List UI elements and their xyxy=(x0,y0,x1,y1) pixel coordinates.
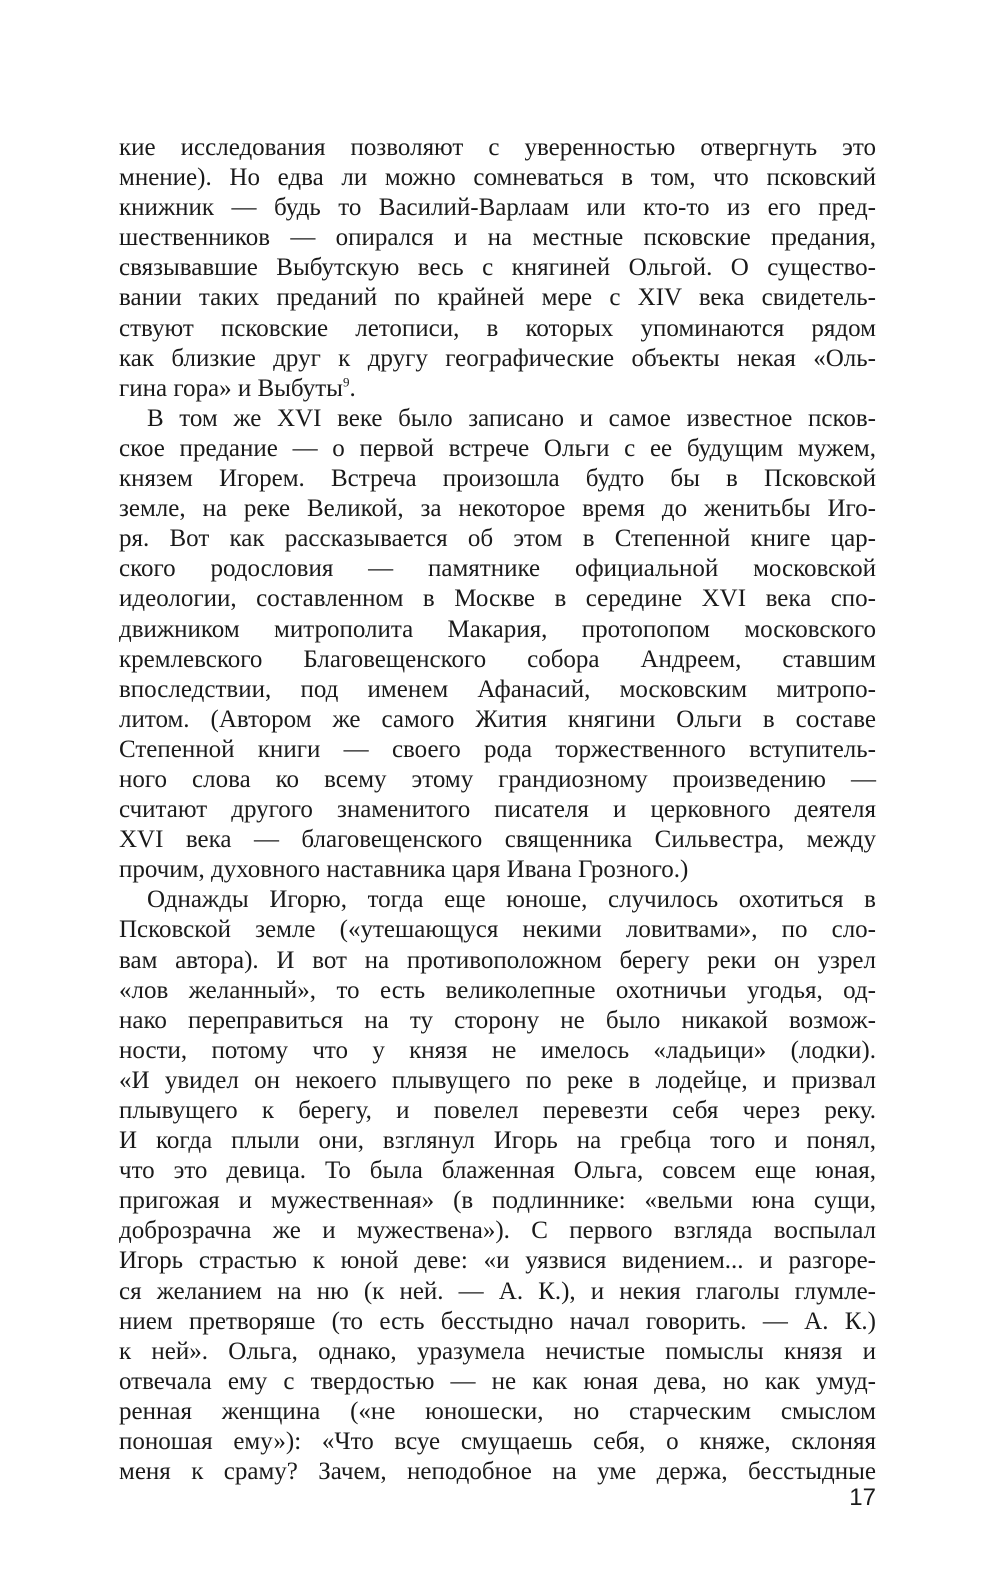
text-line: связывавшие Выбутскую весь с княгиней Ольгой. О существо- xyxy=(119,254,876,282)
text-line: что это девица. То была блаженная Ольга, совсем еще юная, xyxy=(119,1157,876,1185)
text-line: прочим, духовного наставника царя Ивана Грозного.) xyxy=(119,856,689,884)
text-line: И когда плыли они, взглянул Игорь на гребца того и понял, xyxy=(119,1127,876,1155)
text-line: вам автора). И вот на противоположном берегу реки он узрел xyxy=(119,946,876,974)
text-line: Степенной книги — своего рода торжественного вступитель- xyxy=(119,735,876,763)
text-line: вании таких преданий по крайней мере с XIV века свидетель- xyxy=(119,284,876,312)
text-line: к ней». Ольга, однако, уразумела нечистые помыслы князя и xyxy=(119,1337,876,1365)
paragraph-2 xyxy=(119,404,876,886)
text-line: ского родословия — памятнике официальной московской xyxy=(119,555,876,583)
text-line: ствуют псковские летописи, в которых упоминаются рядом xyxy=(119,314,876,342)
paragraph-1 xyxy=(119,133,876,404)
text-line: нием претворяше (то есть бесстыдно начал говорить. — А. К.) xyxy=(119,1307,876,1335)
text-line: В том же XVI веке было записано и самое известное псков- xyxy=(147,404,876,432)
text-line: поношая ему»): «Что всуе смущаешь себя, о княже, склоняя xyxy=(119,1428,876,1456)
text-line: доброзрачна же и мужествена»). С первого взгляда воспылал xyxy=(119,1217,876,1245)
text-line: «И увидел он некоего плывущего по реке в лодейце, и призвал xyxy=(119,1066,876,1094)
text-line: Игорь страстью к юной деве: «и уязвися видением... и разгоре- xyxy=(119,1247,876,1275)
text-line: ного слова ко всему этому грандиозному произведению — xyxy=(119,765,876,793)
text-line: ря. Вот как рассказывается об этом в Степенной книге цар- xyxy=(119,525,876,553)
text-line: книжник — будь то Василий-Варлаам или кто-то из его пред- xyxy=(119,194,876,222)
text-line: как близкие друг к другу географические объекты некая «Оль- xyxy=(119,344,876,372)
paragraph-3 xyxy=(119,885,876,1487)
footnote-reference[interactable]: 9 xyxy=(342,374,350,390)
text-line: кие исследования позволяют с уверенностью отвергнуть это xyxy=(119,134,876,161)
text-line xyxy=(119,374,876,404)
body-text xyxy=(119,133,876,1487)
text-line: пригожая и мужественная» (в подлиннике: «вельми юна сущи, xyxy=(119,1187,876,1215)
text-line: земле, на реке Великой, за некоторое время до женитьбы Иго- xyxy=(119,495,876,523)
text-line: князем Игорем. Встреча произошла будто бы в Псковской xyxy=(119,465,876,493)
text-line: Псковской земле («утешающуся некими ловитвами», по сло- xyxy=(119,916,876,944)
page-number: 17 xyxy=(849,1484,876,1511)
text-line: мнение). Но едва ли можно сомневаться в том, что псковский xyxy=(119,164,876,192)
text-line: Однажды Игорю, тогда еще юноше, случилось охотиться в xyxy=(147,886,876,914)
text-line: впоследствии, под именем Афанасий, московским митропо- xyxy=(119,675,876,703)
text-line: ренная женщина («не юношески, но старческим смыслом xyxy=(119,1397,876,1425)
text-line: «лов желанный», то есть великолепные охотничьи угодья, од- xyxy=(119,976,876,1004)
text-line: шественников — опирался и на местные псковские предания, xyxy=(119,224,876,252)
text-line: движником митрополита Макария, протопопом московского xyxy=(119,615,876,643)
text-fragment: гина гора» и Выбуты xyxy=(119,374,343,402)
text-line: литом. (Автором же самого Жития княгини Ольги в составе xyxy=(119,705,876,733)
text-line: идеологии, составленном в Москве в середине XVI века спо- xyxy=(119,585,876,613)
text-line: плывущего к берегу, и повелел перевезти себя через реку. xyxy=(119,1097,876,1124)
text-line: ся желанием на ню (к ней. — А. К.), и некия глаголы глумле- xyxy=(119,1277,876,1305)
text-line: XVI века — благовещенского священника Сильвестра, между xyxy=(119,826,876,854)
text-line: нако переправиться на ту сторону не было никакой возмож- xyxy=(119,1006,876,1034)
text-line: ности, потому что у князя не имелось «ладьици» (лодки). xyxy=(119,1036,876,1064)
text-line: меня к сраму? Зачем, неподобное на уме держа, бесстыдные xyxy=(119,1458,876,1486)
text-fragment: . xyxy=(349,374,356,402)
text-line: кремлевского Благовещенского собора Андреем, ставшим xyxy=(119,645,876,673)
text-line: считают другого знаменитого писателя и церковного деятеля xyxy=(119,796,876,824)
text-line: отвечала ему с твердостью — не как юная дева, но как умуд- xyxy=(119,1367,876,1395)
text-line: ское предание — о первой встрече Ольги с ее будущим мужем, xyxy=(119,434,876,462)
